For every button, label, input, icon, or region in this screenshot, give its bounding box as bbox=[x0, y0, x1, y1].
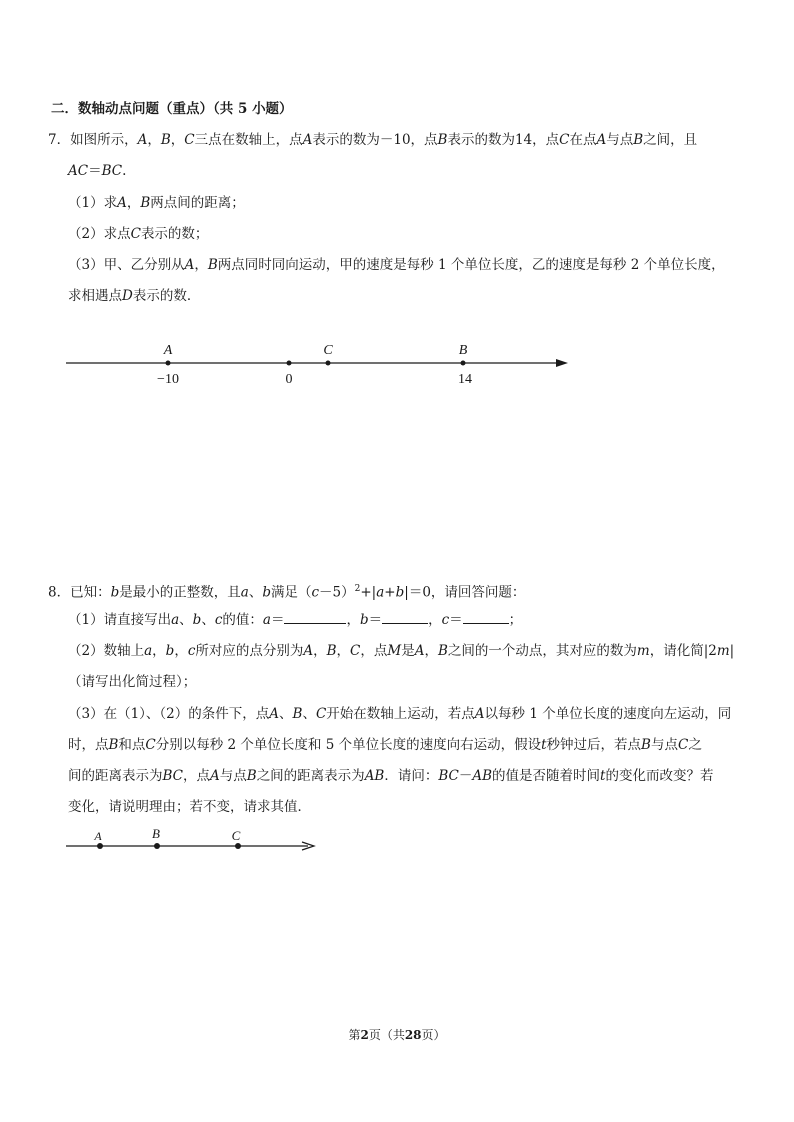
point-b-label-2: B bbox=[152, 826, 160, 841]
text: 、 bbox=[279, 706, 293, 722]
text: 是 bbox=[401, 643, 415, 659]
value: －10 bbox=[379, 132, 411, 148]
text: 之间的一个动点，其对应的数为 bbox=[447, 643, 637, 659]
text: ＝ bbox=[368, 612, 383, 628]
var-bc: BC bbox=[438, 768, 459, 784]
var-a: A bbox=[302, 132, 313, 148]
var-d: D bbox=[122, 288, 133, 304]
text: ，点 bbox=[410, 132, 438, 148]
var-c: c bbox=[214, 612, 223, 628]
point-c-dot bbox=[326, 361, 331, 366]
text: ， bbox=[174, 643, 188, 659]
text: （1）求 bbox=[68, 195, 118, 211]
var-c: C bbox=[350, 643, 361, 659]
var-b: B bbox=[641, 737, 651, 753]
text: ，点 bbox=[360, 643, 388, 659]
text: 、 bbox=[201, 612, 215, 628]
text: ＝ bbox=[270, 612, 285, 628]
var-ab: AB bbox=[364, 768, 385, 784]
answer-blank-b[interactable] bbox=[382, 611, 428, 624]
var-a: a bbox=[240, 584, 249, 601]
q8-part2-line1 bbox=[68, 642, 734, 660]
text: 秒钟过后，若点 bbox=[546, 737, 642, 753]
q8-number: 8． bbox=[48, 584, 71, 601]
text: 、 bbox=[248, 584, 263, 601]
text: （请写出化简过程）； bbox=[68, 674, 197, 690]
var-b: B bbox=[207, 257, 218, 273]
answer-blank-a[interactable] bbox=[284, 611, 346, 624]
text: 与点 bbox=[650, 737, 678, 753]
text: +| bbox=[360, 584, 377, 601]
text: 第 bbox=[348, 1028, 361, 1042]
var-b: b bbox=[110, 584, 120, 601]
text: 表示的数为14，点 bbox=[447, 132, 560, 148]
var-c: C bbox=[677, 737, 689, 753]
text: 已知： bbox=[70, 584, 111, 601]
point-a-label: A bbox=[163, 343, 173, 358]
text: |＝0，请回答问题： bbox=[404, 584, 526, 601]
var-b: B bbox=[437, 132, 448, 148]
q8-part2-line2 bbox=[68, 673, 196, 691]
var-a: a bbox=[171, 612, 180, 628]
var-b: b bbox=[395, 584, 405, 601]
var-c: C bbox=[145, 737, 156, 753]
q8-part3-line4 bbox=[68, 798, 311, 816]
text: ， bbox=[126, 195, 141, 211]
text: － bbox=[458, 768, 473, 784]
text: ； bbox=[508, 612, 523, 628]
var-m: m bbox=[716, 643, 730, 659]
text: 的值是否随着时间 bbox=[492, 768, 601, 784]
var-b: B bbox=[633, 132, 644, 148]
q8-stem bbox=[48, 580, 525, 602]
text: 满足（ bbox=[270, 584, 312, 601]
page-footer bbox=[0, 1026, 794, 1043]
text: 两点间的距离； bbox=[150, 195, 245, 211]
text: （2）数轴上 bbox=[68, 643, 145, 659]
var-ac: AC bbox=[68, 163, 89, 179]
text: 与点 bbox=[219, 768, 247, 784]
text: 、 bbox=[179, 612, 193, 628]
text: 如图所示， bbox=[70, 132, 138, 148]
point-b-label: B bbox=[458, 343, 468, 358]
tick-label-origin: 0 bbox=[285, 372, 293, 387]
text: ，点 bbox=[183, 768, 211, 784]
q8-part3-line2 bbox=[68, 736, 702, 754]
var-a: A bbox=[137, 132, 148, 148]
var-t: t bbox=[600, 768, 606, 784]
text: ＝ bbox=[88, 163, 102, 179]
text: （3）在（1）、（2）的条件下，点 bbox=[68, 706, 270, 722]
q8-part3-line3 bbox=[68, 767, 713, 785]
text: . bbox=[122, 163, 127, 179]
var-ab: AB bbox=[472, 768, 493, 784]
text: 的变化而改变？若 bbox=[605, 768, 714, 784]
var-b: B bbox=[140, 195, 151, 211]
var-a: A bbox=[184, 257, 195, 273]
exponent: 2 bbox=[354, 584, 361, 594]
text: ， bbox=[170, 132, 185, 148]
text: ＝ bbox=[449, 612, 463, 628]
text: 页（共 bbox=[368, 1028, 405, 1042]
var-a: A bbox=[210, 768, 220, 784]
text: ， bbox=[336, 643, 351, 659]
text: 的值： bbox=[222, 612, 263, 628]
point-a-dot-2 bbox=[97, 843, 103, 849]
text: 页） bbox=[421, 1028, 446, 1042]
tick-label-a: −10 bbox=[157, 372, 179, 387]
origin-dot bbox=[287, 361, 292, 366]
text: 、 bbox=[302, 706, 316, 722]
var-m: M bbox=[387, 643, 402, 659]
var-a: A bbox=[303, 643, 314, 659]
var-b: b bbox=[359, 612, 369, 628]
point-a-label-2: A bbox=[94, 829, 102, 843]
var-c: C bbox=[315, 706, 327, 722]
text: 变化，请说明理由；若不变，请求其值． bbox=[68, 799, 311, 815]
var-a: A bbox=[414, 643, 425, 659]
var-b: B bbox=[292, 706, 303, 722]
text: ， bbox=[346, 612, 360, 628]
text: ， bbox=[313, 643, 327, 659]
var-a: A bbox=[269, 706, 280, 722]
text: ， bbox=[428, 612, 442, 628]
point-a-dot bbox=[166, 361, 171, 366]
var-c: C bbox=[184, 132, 195, 148]
section-suffix: 小题） bbox=[252, 101, 293, 117]
text: ．请问： bbox=[384, 768, 439, 784]
var-c: C bbox=[130, 226, 141, 242]
text: 时，点 bbox=[68, 737, 109, 753]
answer-blank-c[interactable] bbox=[463, 611, 509, 624]
text: 所对应的点分别为 bbox=[195, 643, 304, 659]
var-b: b bbox=[192, 612, 202, 628]
var-c: c bbox=[187, 643, 196, 659]
var-c: c bbox=[441, 612, 450, 628]
text: 开始在数轴上运动，若点 bbox=[326, 706, 475, 722]
point-c-label: C bbox=[323, 343, 333, 358]
point-b-dot bbox=[461, 361, 466, 366]
text: 之 bbox=[688, 737, 702, 753]
point-b-dot-2 bbox=[154, 843, 160, 849]
var-m: m bbox=[636, 643, 650, 659]
text: | bbox=[729, 643, 735, 659]
text: 之间，且 bbox=[643, 132, 698, 148]
var-a: a bbox=[262, 612, 271, 628]
tick-label-b: 14 bbox=[458, 372, 472, 387]
text: ， bbox=[194, 257, 208, 273]
var-b: b bbox=[262, 584, 271, 601]
text: （1）请直接写出 bbox=[68, 612, 172, 628]
text: 两点同时同向运动，甲的速度是每秒 1 个单位长度，乙的速度是每秒 2 个单位长度， bbox=[217, 257, 725, 273]
page-number: 2 bbox=[360, 1028, 369, 1042]
var-bc: BC bbox=[162, 768, 184, 784]
text: 是最小的正整数，且 bbox=[119, 584, 241, 601]
text: 之间的距离表示为 bbox=[256, 768, 365, 784]
var-c: c bbox=[311, 584, 320, 601]
var-a: A bbox=[117, 195, 127, 211]
var-b: b bbox=[165, 643, 175, 659]
text: 表示的数； bbox=[140, 226, 209, 242]
text: 表示的数． bbox=[132, 288, 201, 304]
section-number: 二． bbox=[51, 101, 78, 117]
var-bc: BC bbox=[101, 163, 123, 179]
text: ， bbox=[152, 643, 166, 659]
q8-part3-line1 bbox=[68, 705, 731, 723]
text: ，请化简|2 bbox=[649, 643, 717, 659]
text: 求相遇点 bbox=[68, 288, 122, 304]
text: 在点 bbox=[569, 132, 597, 148]
section-title: 数轴动点问题（重点）（共 bbox=[78, 101, 234, 117]
text: ， bbox=[424, 643, 438, 659]
q8-part1 bbox=[68, 611, 522, 629]
text: 分别以每秒 2 个单位长度和 5 个单位长度的速度向右运动，假设 bbox=[155, 737, 542, 753]
axis-arrow-icon bbox=[556, 359, 568, 367]
var-b: B bbox=[160, 132, 171, 148]
text: 与点 bbox=[606, 132, 634, 148]
point-c-label-2: C bbox=[231, 828, 241, 843]
var-c: C bbox=[559, 132, 570, 148]
var-b: B bbox=[326, 643, 337, 659]
text: + bbox=[384, 584, 396, 601]
text: 以每秒 1 个单位长度的速度向左运动，同 bbox=[484, 706, 732, 722]
q7-number: 7． bbox=[48, 132, 71, 148]
text: －5） bbox=[319, 584, 355, 601]
text: 三点在数轴上，点 bbox=[194, 132, 303, 148]
text: ， bbox=[147, 132, 161, 148]
text: 和点 bbox=[118, 737, 146, 753]
text: 表示的数为 bbox=[312, 132, 380, 148]
page-total: 28 bbox=[404, 1028, 422, 1042]
text: （2）求点 bbox=[68, 226, 131, 242]
var-b: B bbox=[437, 643, 448, 659]
var-a: a bbox=[144, 643, 153, 659]
text: （3）甲、乙分别从 bbox=[68, 257, 185, 273]
var-a: A bbox=[474, 706, 485, 722]
var-b: B bbox=[108, 737, 119, 753]
var-a: a bbox=[376, 584, 385, 601]
var-t: t bbox=[541, 737, 547, 753]
point-c-dot-2 bbox=[235, 843, 241, 849]
section-count: 5 bbox=[237, 101, 248, 117]
var-a: A bbox=[596, 132, 607, 148]
var-b: B bbox=[246, 768, 257, 784]
text: 间的距离表示为 bbox=[68, 768, 163, 784]
